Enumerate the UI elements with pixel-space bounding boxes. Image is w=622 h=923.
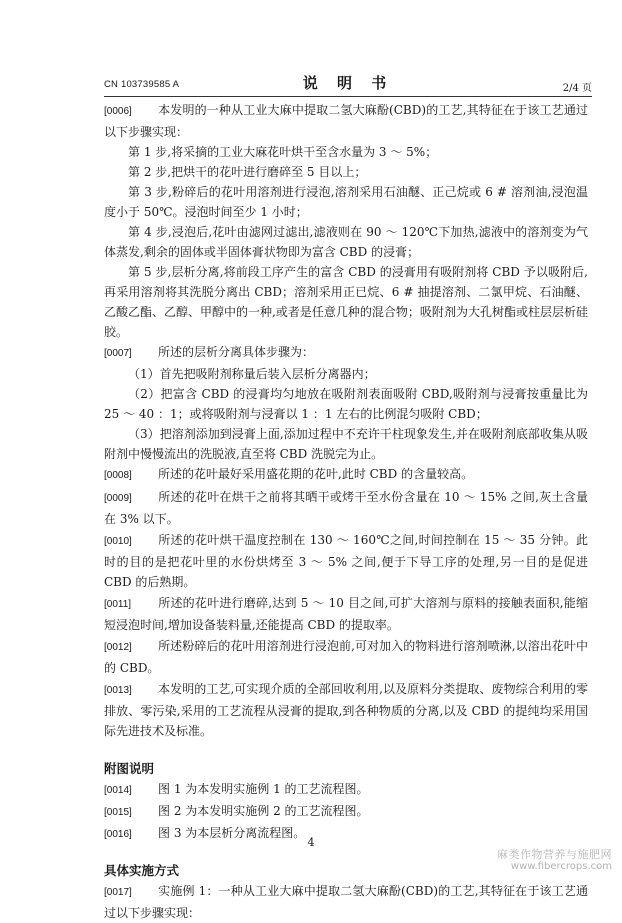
paragraph-text: 实施例 1：一种从工业大麻中提取二氢大麻酚(CBD)的工艺,其特征在于该工艺通过以下步骤实现： [104,884,588,920]
paragraph-0007 [104,342,588,364]
paragraph-number: [0011] [104,599,132,610]
paragraph-0015 [104,801,588,823]
paragraph-0011 [104,593,588,635]
section-heading-embodiment: 具体实施方式 [104,863,180,878]
paragraph-text: 所述粉碎后的花叶用溶剂进行浸泡前,可对加入的物料进行溶剂喷淋,以溶出花叶中的 CBD。 [104,639,588,675]
watermark-title: 麻类作物营养与施肥网 [497,848,612,861]
document-title: 说 明 书 [302,74,394,92]
paragraph-text: 图 1 为本发明实施例 1 的工艺流程图。 [158,782,369,796]
substep-3: （3）把溶剂添加到浸膏上面,添加过程中不充许干柱现象发生,并在吸附剂底部收集从吸附剂中慢慢流出的洗脱液,直至将 CBD 洗脱完为止。 [104,427,588,461]
paragraph-number: [0014] [104,785,132,796]
paragraph-number: [0007] [104,348,132,359]
paragraph-number: [0017] [104,887,132,898]
paragraph-text: 本发明的一种从工业大麻中提取二氢大麻酚(CBD)的工艺,其特征在于该工艺通过以下步骤实现： [104,103,588,139]
paragraph-text: 所述的花叶最好采用盛花期的花叶,此时 CBD 的含量较高。 [158,467,474,481]
paragraph-number: [0009] [104,493,132,504]
header-rule [104,96,592,97]
document-body [104,100,588,923]
paragraph-0012 [104,636,588,678]
step-3: 第 3 步,粉碎后的花叶用溶剂进行浸泡,溶剂采用石油醚、正己烷或 6 # 溶剂油,浸泡温度小于 50℃。浸泡时间至少 1 小时； [104,185,588,219]
paragraph-text: 本发明的工艺,可实现介质的全部回收利用,以及原料分类提取、废物综合利用的零排放、零污染,采用的工艺流程从浸膏的提取,到各种物质的分离,以及 CBD 的提纯均采用国际先进技术及标准。 [104,682,588,738]
paragraph-text: 图 2 为本发明实施例 2 的工艺流程图。 [158,804,369,818]
step-2: 第 2 步,把烘干的花叶进行磨碎至 5 目以上； [128,165,367,179]
paragraph-0009 [104,487,588,529]
step-4: 第 4 步,浸泡后,花叶由滤网过滤出,滤液则在 90 ～ 120℃下加热,滤液中的溶剂变为气体蒸发,剩余的固体或半固体膏状物即为富含 CBD 的浸膏； [104,225,588,259]
paragraph-0006 [104,100,588,142]
paragraph-text: 所述的层析分离具体步骤为： [158,345,315,359]
watermark-url: www.fibercrops.com [510,861,612,872]
paragraph-0014 [104,779,588,801]
paragraph-number: [0012] [104,642,132,653]
page-header [104,76,592,94]
publication-number: CN 103739585 A [104,79,180,90]
substep-1: （1）首先把吸附剂称量后装入层析分离器内； [128,367,376,381]
page-indicator: 2/4 页 [562,83,592,94]
paragraph-0010 [104,530,588,592]
paragraph-text: 所述的花叶在烘干之前将其晒干或烤干至水份含量在 10 ～ 15% 之间,灰土含量在 3% 以下。 [104,490,588,526]
substep-2: （2）把富含 CBD 的浸膏均匀地放在吸附剂表面吸附 CBD,吸附剂与浸膏按重量比为 25 ～ 40 ：1；或将吸附剂与浸膏以 1 ：1 左右的比例混匀吸附 CBD； [104,387,588,421]
paragraph-number: [0010] [104,536,132,547]
paragraph-number: [0006] [104,106,132,117]
site-watermark [484,849,612,873]
paragraph-number: [0015] [104,807,132,818]
section-heading-figures: 附图说明 [104,761,155,776]
paragraph-text: 所述的花叶烘干温度控制在 130 ～ 160℃之间,时间控制在 15 ～ 35 分钟。此时的目的是把花叶里的水份烘烤至 3 ～ 5% 之间,便于下导工序的处理,另一目的是促进 CBD 的后熟期。 [104,533,588,589]
page-number: 4 [307,836,315,849]
paragraph-text: 所述的花叶进行磨碎,达到 5 ～ 10 目之间,可扩大溶剂与原料的接触表面积,能缩短浸泡时间,增加设备装料量,还能提高 CBD 的提取率。 [104,596,588,632]
step-1: 第 1 步,将采摘的工业大麻花叶烘干至含水量为 3 ～ 5%； [128,145,438,159]
paragraph-0013 [104,679,588,741]
step-5: 第 5 步,层析分离,将前段工序产生的富含 CBD 的浸膏用有吸附剂将 CBD 予以吸附后,再采用溶剂将其洗脱分离出 CBD；溶剂采用正已烷、6 # 抽提溶剂、二氯甲烷、石油醚、乙酸乙酯、乙醇、甲醇中的一种,或者是任意几种的混合物；吸附剂为大孔树酯或柱层层析硅胶。 [104,265,588,339]
paragraph-0008 [104,464,588,486]
paragraph-0017 [104,881,588,923]
paragraph-number: [0013] [104,685,132,696]
paragraph-number: [0008] [104,470,132,481]
paragraph-number: [0016] [104,829,132,840]
paragraph-text: 图 3 为本层析分离流程图。 [158,826,306,840]
